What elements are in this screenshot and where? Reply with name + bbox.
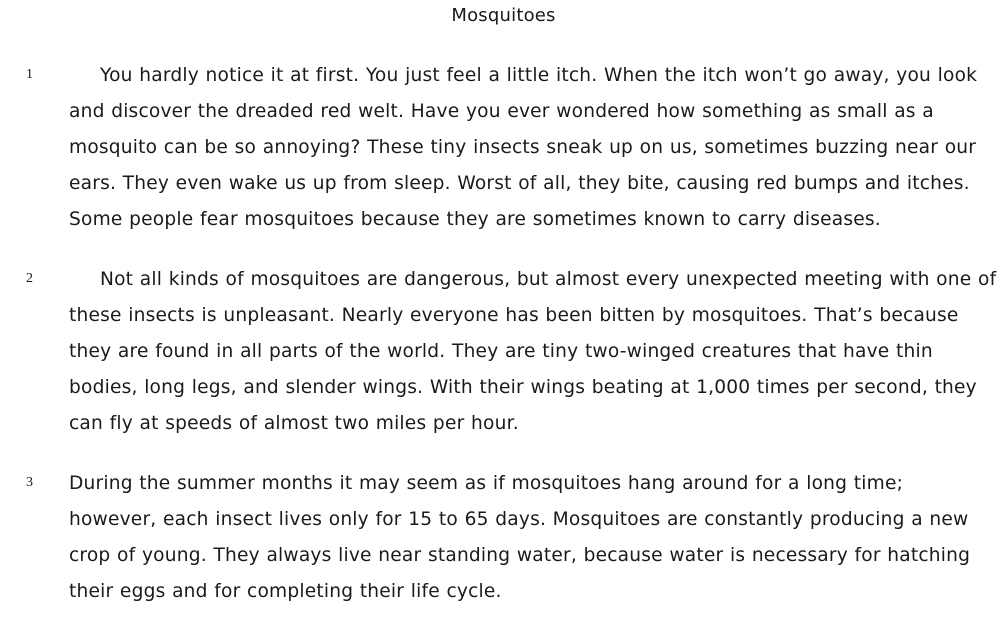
paragraph-text: Not all kinds of mosquitoes are dangerous, but almost every unexpected meeting with one of these insects is unpleasant. Nearly everyone has been bitten by mosquitoes. That’s because they are found in all parts of the world. They are tiny two-winged creatures that have thin bodies, long legs, and slender wings. With their wings beating at 1,000 times per second, they can fly at speeds of almost two miles per hour. [69, 269, 997, 434]
paragraph-3 [0, 466, 1007, 610]
document-title: Mosquitoes [451, 5, 556, 26]
paragraph-2 [0, 262, 1007, 442]
paragraph-text: During the summer months it may seem as if mosquitoes hang around for a long time; however, each insect lives only for 15 to 65 days. Mosquitoes are constantly producing a new crop of young. They always live near standing water, because water is necessary for hatching their eggs and for completing their life cycle. [69, 473, 971, 602]
paragraph-number: 2 [26, 271, 33, 286]
paragraph-number: 1 [26, 67, 33, 82]
paragraph-text: You hardly notice it at first. You just feel a little itch. When the itch won’t go away, you look and discover the dreaded red welt. Have you ever wondered how something as small as a mosquito can be so annoying? These tiny insects sneak up on us, sometimes buzzing near our ears. They even wake us up from sleep. Worst of all, they bite, causing red bumps and itches. Some people fear mosquitoes because they are sometimes known to carry diseases. [69, 65, 978, 230]
paragraph-number: 3 [26, 475, 33, 490]
paragraph-1 [0, 58, 1007, 238]
